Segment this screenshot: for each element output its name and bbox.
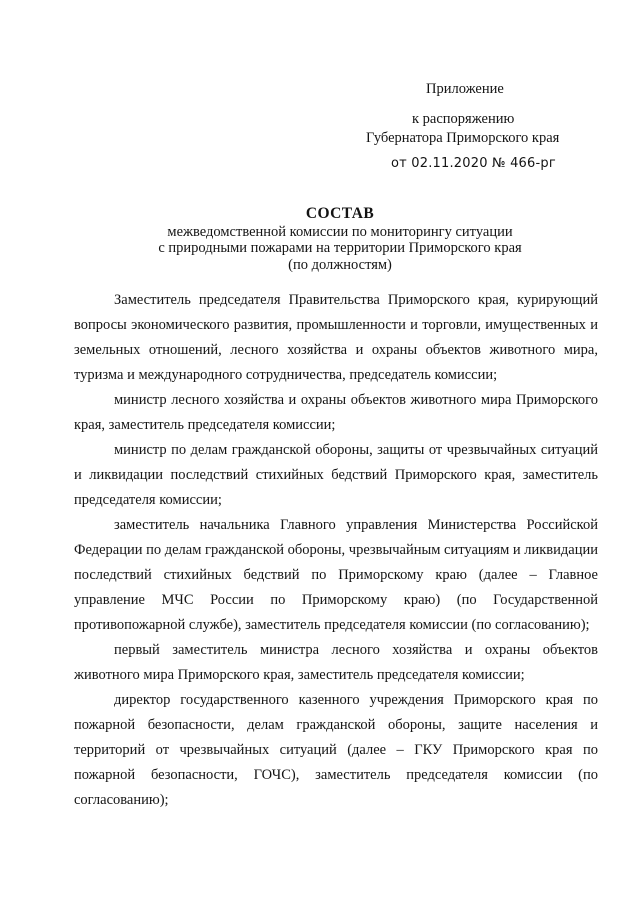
member-paragraph: первый заместитель министра лесного хозяйства и охраны объектов животного мира Приморского края, заместитель председателя комиссии;: [74, 642, 598, 683]
member-paragraph: директор государственного казенного учреждения Приморского края по пожарной безопасности, делам гражданской обороны, защите населения и территорий от чрезвычайных ситуаций (далее – ГКУ Приморского края по пожарной безопасности, ГОЧС), заместитель председателя комиссии (по согласованию);: [74, 692, 598, 808]
member-paragraph: министр по делам гражданской обороны, защиты от чрезвычайных ситуаций и ликвидации последствий стихийных бедствий Приморского края, заместитель председателя комиссии;: [74, 442, 598, 508]
document-title: СОСТАВ: [305, 205, 375, 222]
appendix-order-ref: к распоряжению: [412, 111, 515, 127]
appendix-block: [360, 80, 590, 173]
heading-line-2: с природными пожарами на территории Приморского края: [158, 240, 522, 256]
heading-line-1: межведомственной комиссии по мониторингу ситуации: [167, 223, 513, 240]
appendix-label: Приложение: [426, 81, 504, 97]
heading-line-3: (по должностям): [288, 256, 392, 273]
member-paragraph: министр лесного хозяйства и охраны объектов животного мира Приморского края, заместитель председателя комиссии;: [74, 392, 598, 433]
appendix-issuer: Губернатора Приморского края: [366, 130, 560, 146]
document-heading: [80, 206, 600, 273]
members-list: [74, 288, 598, 813]
member-paragraph: Заместитель председателя Правительства Приморского края, курирующий вопросы экономического развития, промышленности и торговли, имущественных и земельных отношений, лесного хозяйства и охраны объектов животного мира, туризма и международного сотрудничества, председатель комиссии;: [74, 292, 598, 383]
member-paragraph: заместитель начальника Главного управления Министерства Российской Федерации по делам гражданской обороны, чрезвычайным ситуациям и ликвидации последствий стихийных бедствий по Приморскому краю (далее – Главное управление МЧС России по Приморскому краю) (по Государственной противопожарной службе), заместитель председателя комиссии (по согласованию);: [74, 517, 598, 633]
appendix-date-number: от 02.11.2020 № 466-рг: [391, 156, 556, 171]
